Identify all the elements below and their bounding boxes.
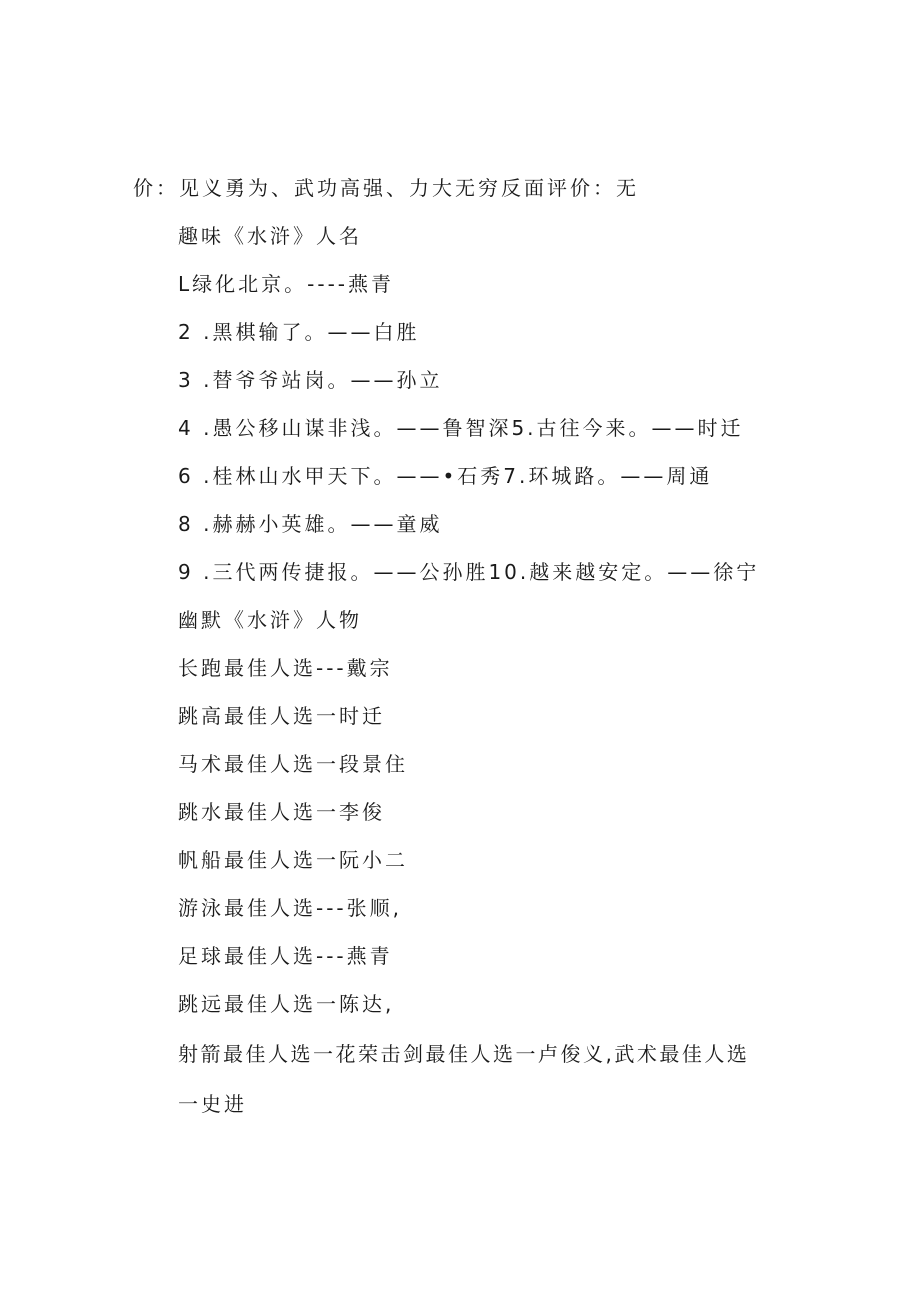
list-item: 长跑最佳人选---戴宗 [178, 656, 393, 680]
riddle-item: L绿化北京。----燕青 [178, 272, 395, 296]
riddle-item: 2 .黑棋输了。——白胜 [178, 320, 420, 344]
riddle-item: 4 .愚公移山谋非浅。——鲁智深5.古往今来。——时迁 [178, 416, 744, 440]
riddle-item: 8 .赫赫小英雄。——童威 [178, 512, 443, 536]
section-heading-humor-characters: 幽默《水浒》人物 [178, 608, 362, 632]
riddle-item: 6 .桂林山水甲天下。——•石秀7.环城路。——周通 [178, 464, 713, 488]
list-item: 帆船最佳人选一阮小二 [178, 848, 408, 872]
section-heading-fun-names: 趣味《水浒》人名 [178, 224, 362, 248]
list-item: 跳远最佳人选一陈达, [178, 992, 395, 1016]
riddle-item: 3 .替爷爷站岗。——孙立 [178, 368, 443, 392]
list-item: 马术最佳人选一段景住 [178, 752, 408, 776]
list-item: 跳高最佳人选一时迁 [178, 704, 385, 728]
list-item: 游泳最佳人选---张顺, [178, 896, 403, 920]
riddle-item: 9 .三代两传捷报。——公孙胜10.越来越安定。——徐宁 [178, 560, 760, 584]
list-item: 射箭最佳人选一花荣击剑最佳人选一卢俊义,武术最佳人选 [178, 1042, 750, 1066]
list-item: 跳水最佳人选一李俊 [178, 800, 385, 824]
list-item: 一史进 [178, 1092, 247, 1116]
list-item: 足球最佳人选---燕青 [178, 944, 393, 968]
evaluation-line: 价：见义勇为、武功高强、力大无穷反面评价：无 [133, 176, 639, 200]
